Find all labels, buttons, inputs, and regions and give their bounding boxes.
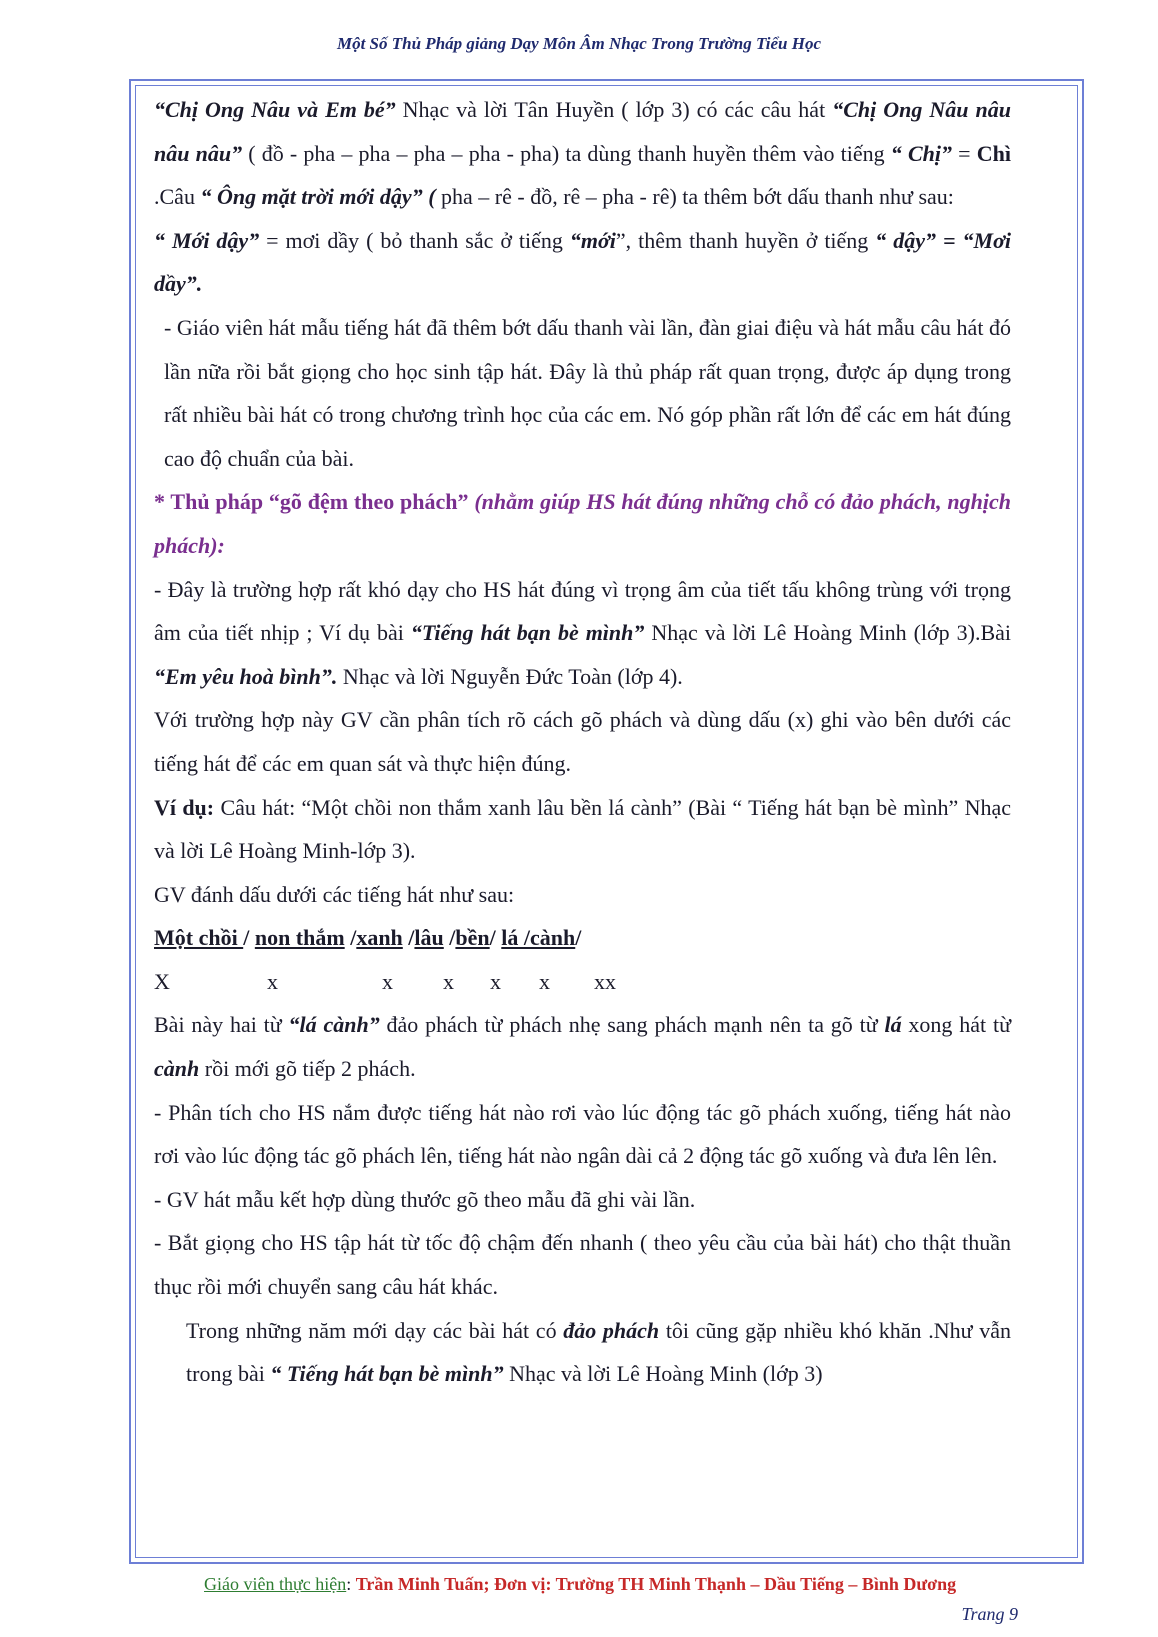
beat-mark-row: [154, 960, 1011, 1004]
lyric-word: lâu: [414, 925, 444, 951]
paragraph: [154, 88, 1011, 219]
text-run: Nhạc và lời Lê Hoàng Minh (lớp 3).Bài: [644, 620, 1011, 646]
song-title: “Em yêu hoà bình”.: [154, 663, 338, 689]
heading-title: * Thủ pháp “gõ đệm theo phách”: [154, 489, 469, 515]
beat-mark: x: [490, 968, 501, 994]
text-run: Câu hát: “Một chồi non thắm xanh lâu bền lá cành” (Bài “ Tiếng hát bạn bè mình” Nhạc và lời Lê Hoàng Minh-lớp 3).: [154, 794, 1012, 864]
lyric-quote: “Chị Ong Nâu nâu nâu nâu”: [154, 97, 1011, 166]
lyric-quote: “lá cành”: [288, 1012, 380, 1038]
beat-mark: xx: [594, 968, 616, 994]
text-run: ”, thêm thanh huyền ở tiếng: [615, 227, 876, 253]
paragraph: GV đánh dấu dưới các tiếng hát như sau:: [154, 881, 515, 907]
paragraph: [154, 219, 1011, 306]
lyric-word: lá: [884, 1012, 902, 1038]
lyric-quote: “ Chị”: [890, 140, 952, 166]
paragraph: [154, 1003, 1011, 1090]
text-run: tôi cũng gặp nhiều khó khăn .Như vẫn trong bài: [186, 1317, 1011, 1387]
emphasis: đảo phách: [563, 1317, 660, 1343]
lyric-word: non thắm: [254, 925, 345, 951]
lyric-quote: “ Ông mặt trời mới dậy” (: [200, 184, 436, 210]
lyric-result: Chì: [976, 140, 1011, 166]
beat-separator: /: [344, 925, 357, 951]
beat-mark: x: [267, 968, 278, 994]
lyric-word: Một chồi: [154, 925, 244, 951]
beat-mark: x: [443, 968, 454, 994]
text-run: Nhạc và lời Nguyễn Đức Toàn (lớp 4).: [337, 663, 683, 689]
paragraph: [154, 568, 1011, 699]
text-run: = mơi dầy ( bỏ thanh sắc ở tiếng: [259, 227, 570, 253]
example-label: Ví dụ:: [154, 794, 215, 820]
lyric-word: bền: [455, 925, 490, 951]
text-run: =: [951, 140, 977, 166]
page-header: Một Số Thủ Pháp giảng Dạy Môn Âm Nhạc Trong Trường Tiểu Học: [336, 34, 822, 53]
song-title: “Chị Ong Nâu và Em bé”: [154, 97, 396, 122]
paragraph: - Giáo viên hát mẫu tiếng hát đã thêm bớt dấu thanh vài lần, đàn giai điệu và hát mẫu câu hát đó lần nữa rồi bắt giọng cho học sinh tập hát. Đây là thủ pháp rất quan trọng, được áp dụng trong rất nhiều bài hát có trong chương trình học của các em. Nó góp phần rất lớn để các em hát đúng cao độ chuẩn của bài.: [164, 314, 1011, 471]
beat-mark: X: [154, 968, 170, 994]
text-run: Nhạc và lời Lê Hoàng Minh (lớp 3): [503, 1361, 823, 1387]
section-heading: [154, 480, 1011, 567]
beat-separator: /: [243, 925, 255, 951]
paragraph: [154, 1309, 1011, 1396]
text-run: - Đây là trường hợp rất khó dạy cho HS hát đúng vì trọng âm của tiết tấu không trùng với trọng âm của tiết nhịp ; Ví dụ bài: [154, 576, 1011, 646]
paragraph: - Phân tích cho HS nắm được tiếng hát nào rơi vào lúc động tác gõ phách xuống, tiếng hát nào rơi vào lúc động tác gõ phách lên, tiếng hát nào ngân dài cả 2 động tác gõ xuống và đưa lên lên.: [154, 1099, 1011, 1169]
text-run: Nhạc và lời Tân Huyền ( lớp 3) có các câu hát: [395, 97, 833, 122]
lyric-word: lá /cành: [501, 925, 576, 951]
beat-mark: x: [382, 968, 393, 994]
beat-mark: x: [539, 968, 550, 994]
lyric-line: [154, 916, 1011, 960]
paragraph: - GV hát mẫu kết hợp dùng thước gõ theo mẫu đã ghi vài lần.: [154, 1186, 696, 1212]
paragraph: [154, 786, 1011, 873]
text-run: ( đồ - pha – pha – pha – pha - pha) ta dùng thanh huyền thêm vào tiếng: [242, 140, 891, 166]
text-run: đảo phách từ phách nhẹ sang phách mạnh nên ta gõ từ: [379, 1012, 885, 1038]
text-run: rồi mới gõ tiếp 2 phách.: [199, 1056, 416, 1082]
page-footer: [204, 1574, 956, 1595]
heading-subtitle: (nhằm giúp HS hát đúng những chỗ có đảo phách, nghịch phách):: [154, 489, 1011, 558]
footer-colon: :: [346, 1574, 356, 1594]
footer-author: Trần Minh Tuấn; Đơn vị: Trường TH Minh Thạnh – Dầu Tiếng – Bình Dương: [355, 1574, 957, 1594]
lyric-quote: “mới: [569, 227, 616, 253]
paragraph: - Bắt giọng cho HS tập hát từ tốc độ chậm đến nhanh ( theo yêu cầu của bài hát) cho thật thuần thục rồi mới chuyển sang câu hát khác.: [154, 1230, 1011, 1300]
beat-separator: /: [489, 925, 502, 951]
text-run: Bài này hai từ: [154, 1012, 289, 1038]
page-number: Trang 9: [961, 1604, 1018, 1624]
beat-separator: /: [575, 925, 582, 951]
text-run: pha – rê - đồ, rê – pha - rê) ta thêm bớt dấu thanh như sau:: [435, 184, 954, 210]
lyric-quote: “ dậy” = “Mơi dầy”.: [154, 227, 1011, 297]
lyric-word: cành: [154, 1056, 200, 1082]
beat-separator: /: [402, 925, 415, 951]
lyric-quote: “ Mới dậy”: [154, 227, 260, 253]
paragraph: Với trường hợp này GV cần phân tích rõ cách gõ phách và dùng dấu (x) ghi vào bên dưới các tiếng hát để các em quan sát và thực hiện đúng.: [154, 707, 1011, 776]
song-title: “Tiếng hát bạn bè mình”: [410, 620, 645, 646]
song-title: “ Tiếng hát bạn bè mình”: [270, 1361, 504, 1387]
beat-separator: /: [443, 925, 456, 951]
text-run: Trong những năm mới dạy các bài hát có: [186, 1317, 564, 1343]
footer-label: Giáo viên thực hiện: [204, 1574, 347, 1594]
text-run: xong hát từ: [901, 1012, 1011, 1038]
document-body: [154, 88, 1011, 1396]
lyric-word: xanh: [356, 925, 403, 951]
text-run: .Câu: [154, 184, 201, 210]
